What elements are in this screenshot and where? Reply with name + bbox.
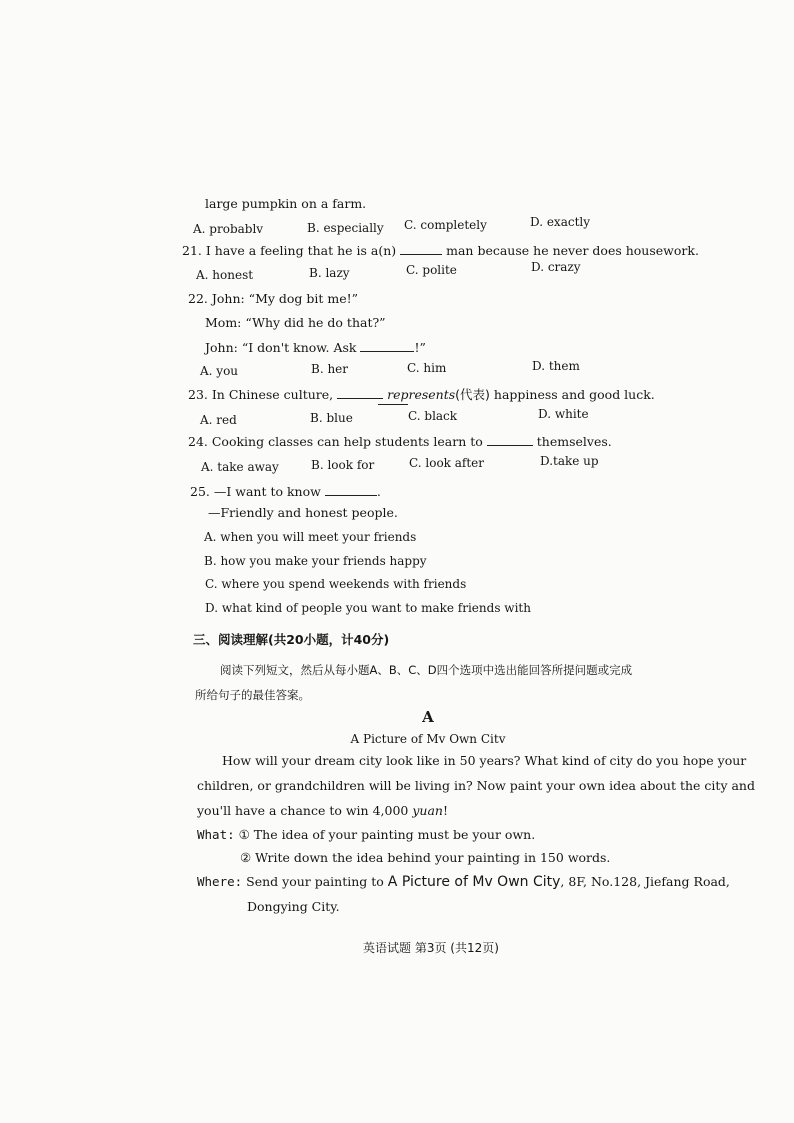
q21-stem-end: man because he never does housework. [446, 243, 699, 258]
q24-option-b: B. look for [311, 458, 375, 472]
q22-option-d: D. them [532, 359, 580, 373]
q22-option-a: A. you [200, 364, 239, 378]
q21-option-d: D. crazy [531, 260, 581, 274]
q23-stem-end: happiness and good luck. [493, 387, 655, 402]
q23-stem-start: 23. In Chinese culture, [188, 387, 334, 402]
passage-a-line1: How will your dream city look like in 50 years? What kind of city do you hope your [222, 753, 747, 768]
q24-stem-end: themselves. [536, 434, 612, 449]
q22-line3-start: John: “I don't know. Ask [205, 340, 357, 355]
q22-line2: Mom: “Why did he do that?” [205, 315, 386, 330]
q22-option-c: C. him [407, 361, 447, 375]
q24-option-c: C. look after [409, 456, 485, 470]
q25-line2: —Friendly and honest people. [208, 505, 398, 520]
q24-stem-start: 24. Cooking classes can help students learn to [188, 434, 483, 449]
q25-blank [325, 485, 377, 496]
where-event-name: A Picture of Mv Own City [387, 874, 561, 890]
what-item-2: ② Write down the idea behind your painting in 150 words. [240, 850, 611, 865]
q22-option-b: B. her [311, 362, 349, 376]
q24-stem [188, 435, 612, 449]
q25-line1-start: 25. —I want to know [190, 484, 321, 499]
q23-option-a: A. red [200, 413, 237, 427]
q22-line3-end: !” [414, 340, 426, 355]
q25-line1-end: . [376, 484, 381, 499]
q21-option-a: A. honest [196, 268, 254, 282]
q21-stem [182, 244, 699, 258]
q20-option-a: A. probablv [193, 222, 264, 236]
q25-option-a: A. when you will meet your friends [204, 530, 417, 544]
q22-blank [360, 341, 414, 352]
q23-keyword: represents [387, 387, 456, 402]
page-footer: 英语试题 第3页 (共12页) [363, 941, 499, 955]
q21-stem-start: 21. I have a feeling that he is a(n) [182, 243, 397, 258]
q23-option-b: B. blue [310, 411, 353, 425]
q23-option-c: C. black [408, 409, 458, 423]
q23-keyword-underline [378, 404, 408, 405]
where-label: Where: [197, 874, 243, 889]
q23-option-d: D. white [538, 407, 589, 421]
q20-option-d: D. exactly [530, 215, 591, 229]
where-city: Dongying City. [247, 899, 340, 914]
q22-line3 [205, 341, 426, 355]
q23-keyword-cn: (代表) [455, 387, 490, 402]
passage-a-line3-start: you'll have a chance to win 4,000 [197, 803, 409, 818]
q24-option-a: A. take away [201, 460, 279, 474]
q20-continuation: large pumpkin on a farm. [205, 196, 367, 211]
section3-instruction-line1: 阅读下列短文，然后从每小题A、B、C、D四个选项中选出能回答所提问题或完成 [220, 663, 633, 677]
passage-a-line2: children, or grandchildren will be living in? Now paint your own idea about the city and [197, 778, 755, 793]
q21-blank [400, 244, 442, 255]
q23-stem [188, 388, 655, 402]
q23-blank [337, 388, 383, 399]
passage-a-yuan: yuan [412, 803, 443, 818]
what-item-1: ① The idea of your painting must be your own. [238, 827, 536, 842]
q25-option-b: B. how you make your friends happy [204, 554, 427, 568]
passage-a-line3 [197, 805, 448, 818]
where-text-end: , 8F, No.128, Jiefang Road, [560, 874, 730, 889]
q20-option-b: B. especially [307, 221, 384, 235]
q20-option-c: C. completely [404, 218, 487, 232]
q21-option-b: B. lazy [309, 266, 350, 280]
passage-a-title: A Picture of Mv Own Citv [350, 732, 506, 746]
what-label: What: [197, 827, 235, 842]
where-row [197, 875, 730, 889]
passage-a-line3-end: ! [442, 803, 448, 818]
what-row [197, 829, 535, 842]
q25-option-d: D. what kind of people you want to make friends with [205, 601, 531, 615]
q25-line1 [190, 485, 381, 499]
where-text-start: Send your painting to [246, 874, 384, 889]
passage-a-letter: A [422, 708, 434, 726]
q24-option-d: D.take up [540, 454, 599, 468]
q25-option-c: C. where you spend weekends with friends [205, 577, 467, 591]
section3-heading: 三、阅读理解(共20小题，计40分) [193, 632, 390, 647]
q24-blank [487, 435, 533, 446]
section3-instruction-line2: 所给句子的最佳答案。 [195, 688, 310, 702]
q21-option-c: C. polite [406, 263, 457, 277]
q22-line1: 22. John: “My dog bit me!” [188, 291, 359, 306]
